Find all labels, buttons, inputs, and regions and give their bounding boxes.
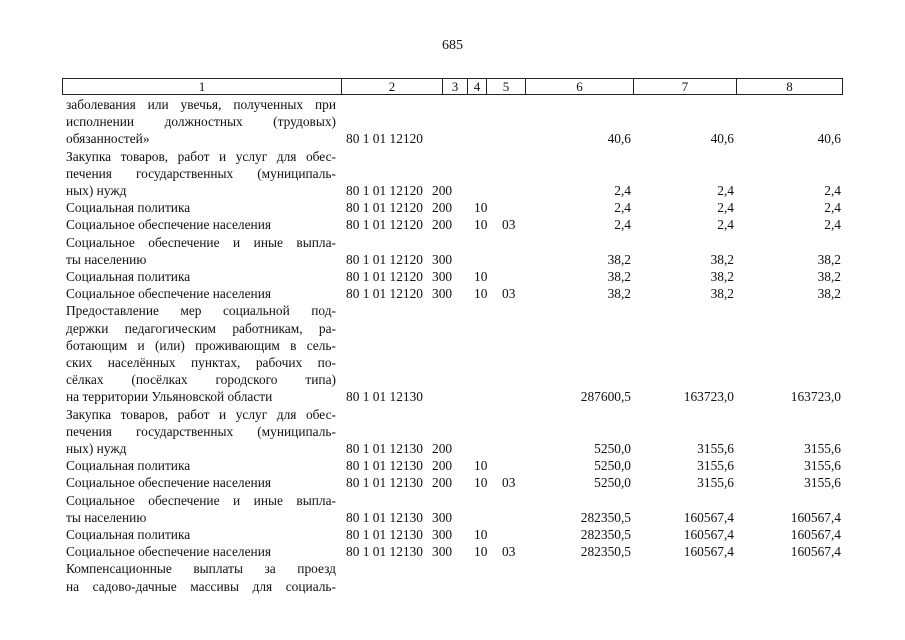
row-expense-type: 200 <box>432 475 453 491</box>
row-section: 10 <box>474 286 488 302</box>
row-value-col8: 38,2 <box>817 251 841 267</box>
table-line <box>0 320 905 337</box>
row-value-col6: 5250,0 <box>594 475 631 491</box>
table-line <box>0 96 905 113</box>
table-line <box>0 251 905 268</box>
row-code: 80 1 01 12130 <box>346 458 423 474</box>
row-value-col6: 2,4 <box>614 200 631 216</box>
row-value-col6: 282350,5 <box>580 509 631 525</box>
table-header-row <box>62 78 843 95</box>
header-col-5: 5 <box>487 79 526 94</box>
row-subsection: 03 <box>502 286 516 302</box>
table-line <box>0 474 905 491</box>
row-value-col8: 3155,6 <box>804 458 841 474</box>
table-line <box>0 457 905 474</box>
row-value-col7: 163723,0 <box>683 389 734 405</box>
row-name: Социальное обеспечение и иные выпла- <box>66 492 336 508</box>
row-name: заболевания или увечья, полученных при <box>66 97 336 112</box>
row-code: 80 1 01 12120 <box>346 183 423 198</box>
row-value-col6: 38,2 <box>607 286 631 302</box>
row-section: 10 <box>474 527 488 542</box>
row-expense-type: 300 <box>432 286 453 302</box>
header-col-3: 3 <box>443 79 468 94</box>
row-value-col7: 2,4 <box>717 217 734 233</box>
row-value-col8: 163723,0 <box>790 389 841 405</box>
row-value-col6: 5250,0 <box>594 458 631 474</box>
row-value-col8: 160567,4 <box>790 544 841 560</box>
row-value-col7: 160567,4 <box>683 544 734 560</box>
row-value-col7: 2,4 <box>717 200 734 216</box>
row-code: 80 1 01 12130 <box>346 527 423 542</box>
page-number: 685 <box>442 38 463 53</box>
row-section: 10 <box>474 544 488 560</box>
row-value-col6: 2,4 <box>614 183 631 198</box>
row-name: Социальная политика <box>66 200 191 216</box>
row-expense-type: 200 <box>432 458 453 474</box>
row-name: исполнении должностных (трудовых) <box>66 114 336 130</box>
row-name: Социальная политика <box>66 458 191 474</box>
row-code: 80 1 01 12120 <box>346 200 423 216</box>
row-name: обязанностей» <box>66 131 150 147</box>
table-line <box>0 388 905 405</box>
table-line <box>0 268 905 285</box>
row-value-col8: 38,2 <box>817 286 841 302</box>
table-line <box>0 182 905 199</box>
row-name: Социальное обеспечение населения <box>66 286 272 302</box>
row-value-col8: 160567,4 <box>790 527 841 542</box>
row-expense-type: 200 <box>432 441 453 456</box>
row-name: Закупка товаров, работ и услуг для обес- <box>66 148 336 164</box>
row-value-col7: 3155,6 <box>697 458 734 474</box>
table-line <box>0 199 905 216</box>
row-value-col7: 40,6 <box>710 131 734 147</box>
row-name: держки педагогическим работникам, ра- <box>66 320 336 336</box>
row-code: 80 1 01 12120 <box>346 217 423 233</box>
table-line <box>0 371 905 388</box>
row-section: 10 <box>474 217 488 233</box>
row-name: печения государственных (муниципаль- <box>66 165 336 181</box>
table-line <box>0 526 905 543</box>
row-expense-type: 200 <box>432 183 453 198</box>
row-value-col8: 40,6 <box>817 131 841 147</box>
row-name: Социальное обеспечение населения <box>66 475 272 491</box>
row-section: 10 <box>474 458 488 474</box>
row-value-col6: 282350,5 <box>580 527 631 542</box>
row-value-col6: 38,2 <box>607 269 631 284</box>
row-name: Закупка товаров, работ и услуг для обес- <box>66 406 336 422</box>
row-value-col6: 40,6 <box>607 131 631 147</box>
row-value-col8: 2,4 <box>824 200 841 216</box>
row-code: 80 1 01 12120 <box>346 286 423 302</box>
table-line <box>0 216 905 233</box>
row-code: 80 1 01 12130 <box>346 389 423 405</box>
header-col-7: 7 <box>634 79 737 94</box>
table-line <box>0 543 905 560</box>
row-code: 80 1 01 12120 <box>346 269 423 284</box>
table-line <box>0 354 905 371</box>
row-value-col6: 38,2 <box>607 251 631 267</box>
row-expense-type: 300 <box>432 544 453 560</box>
row-name: Социальная политика <box>66 527 191 542</box>
row-code: 80 1 01 12130 <box>346 509 423 525</box>
row-value-col6: 282350,5 <box>580 544 631 560</box>
row-name: печения государственных (муниципаль- <box>66 423 336 439</box>
row-value-col8: 160567,4 <box>790 509 841 525</box>
row-value-col7: 38,2 <box>710 269 734 284</box>
table-line <box>0 423 905 440</box>
row-name: Предоставление мер социальной под- <box>66 303 336 319</box>
table-line <box>0 234 905 251</box>
row-value-col7: 38,2 <box>710 286 734 302</box>
row-name: ских населённых пунктах, рабочих по- <box>66 355 336 370</box>
row-value-col6: 2,4 <box>614 217 631 233</box>
header-col-6: 6 <box>526 79 634 94</box>
table-line <box>0 285 905 302</box>
table-line <box>0 440 905 457</box>
row-section: 10 <box>474 200 488 216</box>
row-name: Социальное обеспечение и иные выпла- <box>66 234 336 250</box>
row-value-col7: 3155,6 <box>697 475 734 491</box>
header-col-4: 4 <box>468 79 487 94</box>
table-line <box>0 578 905 595</box>
row-section: 10 <box>474 269 488 284</box>
table-line <box>0 130 905 147</box>
header-col-2: 2 <box>342 79 443 94</box>
row-value-col8: 3155,6 <box>804 441 841 456</box>
row-name: Компенсационные выплаты за проезд <box>66 561 336 577</box>
row-section: 10 <box>474 475 488 491</box>
row-name: ных) нужд <box>66 441 127 456</box>
row-name: Социальная политика <box>66 269 191 284</box>
row-value-col8: 38,2 <box>817 269 841 284</box>
row-value-col6: 287600,5 <box>580 389 631 405</box>
row-name: Социальное обеспечение населения <box>66 217 272 233</box>
row-name: ты населению <box>66 251 147 267</box>
row-code: 80 1 01 12120 <box>346 131 423 147</box>
row-value-col6: 5250,0 <box>594 441 631 456</box>
row-expense-type: 300 <box>432 509 453 525</box>
row-value-col8: 3155,6 <box>804 475 841 491</box>
row-name: Социальное обеспечение населения <box>66 544 272 560</box>
row-code: 80 1 01 12120 <box>346 251 423 267</box>
table-line <box>0 560 905 577</box>
table-line <box>0 406 905 423</box>
row-name: ботающим и (или) проживающим в сель- <box>66 337 336 353</box>
table-line <box>0 165 905 182</box>
row-value-col7: 2,4 <box>717 183 734 198</box>
row-subsection: 03 <box>502 475 516 491</box>
row-code: 80 1 01 12130 <box>346 475 423 491</box>
row-value-col7: 3155,6 <box>697 441 734 456</box>
row-expense-type: 300 <box>432 251 453 267</box>
table-line <box>0 337 905 354</box>
row-subsection: 03 <box>502 544 516 560</box>
row-value-col8: 2,4 <box>824 183 841 198</box>
row-value-col7: 160567,4 <box>683 509 734 525</box>
row-value-col7: 38,2 <box>710 251 734 267</box>
row-name: ты населению <box>66 509 147 525</box>
row-name: сёлках (посёлках городского типа) <box>66 372 336 388</box>
table-line <box>0 148 905 165</box>
row-code: 80 1 01 12130 <box>346 544 423 560</box>
row-value-col8: 2,4 <box>824 217 841 233</box>
row-name: ных) нужд <box>66 183 127 198</box>
table-line <box>0 509 905 526</box>
row-name: на территории Ульяновской области <box>66 389 273 405</box>
table-line <box>0 113 905 130</box>
row-expense-type: 300 <box>432 269 453 284</box>
header-col-1: 1 <box>63 79 342 94</box>
row-expense-type: 200 <box>432 217 453 233</box>
table-line <box>0 492 905 509</box>
row-expense-type: 200 <box>432 200 453 216</box>
row-expense-type: 300 <box>432 527 453 542</box>
table-line <box>0 302 905 319</box>
row-name: на садово-дачные массивы для социаль- <box>66 578 336 594</box>
header-col-8: 8 <box>786 79 793 94</box>
row-subsection: 03 <box>502 217 516 233</box>
row-value-col7: 160567,4 <box>683 527 734 542</box>
row-code: 80 1 01 12130 <box>346 441 423 456</box>
